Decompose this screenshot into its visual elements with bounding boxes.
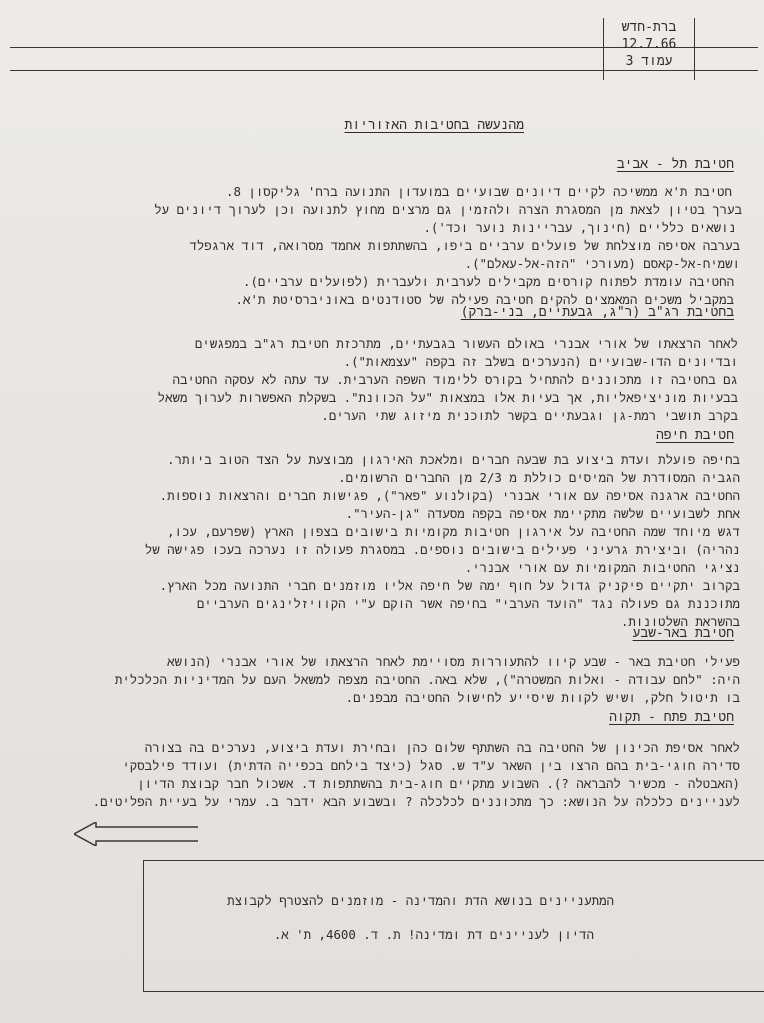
- publication-name: ברת-חדש: [621, 20, 677, 35]
- body-line: במקביל משכים המאמצים להקים חטיבה פעילה של סטודנטים באוניברסיטת ת'א.: [235, 292, 734, 307]
- body-line: היה: "לחם עבודה - ואלות המשטרה"), שלא באה. החטיבה מצפה למשאל העם על המדיניות הכלכלית: [114, 672, 740, 687]
- body-line: לאחר הרצאתו של אורי אבנרי באולם העשור בגבעתיים, מתרכזת חטיבת רג"ב במפגשים: [194, 336, 738, 351]
- notice-line-2: הדיון לעניינים דת ומדינה! ת. ד. 4600, ת' א.: [273, 927, 594, 942]
- body-line: הגביה המסודרת של המיסים כוללת מ 2/3 מן החברים הרשומים.: [338, 470, 740, 485]
- body-line: בהשראת השלטונות.: [620, 614, 740, 629]
- body-line: נהריה) וביצירת גרעיני פעילים בישובים נוספים. במסגרת פעולה זו נערכה בעכו פגישה של: [144, 542, 740, 557]
- body-line: החטיבה ארגנה אסיפה עם אורי אבנרי (בקולנוע "פאר"), פגישות חברים והרצאות נוספות.: [159, 488, 740, 503]
- body-line: ושמיח-אל-קאסם (מעורכי "הזה-אל-עאלם").: [464, 256, 740, 271]
- body-line: החטיבה עומדת לפתוח קורסים מקבילים לערבית ולעברית (לפועלים ערביים).: [242, 274, 734, 289]
- page-title: מהנעשה בחטיבות האזוריות: [344, 118, 524, 133]
- body-line: דגש מיוחד שמה החטיבה על אירגון חטיבות מקומיות בישובים בצפון הארץ (שפרעם, עכו,: [167, 524, 740, 539]
- body-line: לעניינים כלכלה על הנושא: כך מתכוננים לכלכלה ? ובשבוע הבא ידבר ב. עמרי על בעיית הפליטים.: [92, 794, 740, 809]
- body-line: אחת לשבועיים שלשה מתקיימת אסיפה בקפה מסעדה "גן-העיר".: [345, 506, 740, 521]
- section-heading-haifa: חטיבת חיפה: [655, 428, 734, 443]
- section-heading-beer-sheva: חטיבת באר-שבע: [632, 626, 734, 641]
- body-line: בבעיות מוניציפאליות, אך בעיות אלו במצאות "על הכוונת". בשקלת האפשרות לערוך משאל: [157, 390, 738, 405]
- page-number: עמוד 3: [625, 54, 673, 69]
- body-line: גם בחטיבה זו מתכוננים להתחיל בקורס ללימוד השפה הערבית. עד עתה לא עסקה החטיבה: [172, 372, 738, 387]
- notice-line-1: המתעניינים בנושא הדת והמדינה - מוזמנים להצטרף לקבוצת: [227, 893, 614, 908]
- issue-date: 12.7.66: [621, 37, 677, 52]
- body-line: בקרב תושבי רמת-גן וגבעתיים בקשר לתוכנית מיזוג שתי הערים.: [321, 408, 738, 423]
- body-line: חטיבת ת'א ממשיכה לקיים דיונים שבועיים במועדון התנועה ברח' גליקסון 8.: [226, 184, 732, 199]
- body-line: מתוכננת גם פעולה נגד "הועד הערבי" בחיפה אשר הוקם ע"י הקוויזלינגים הערביים: [196, 596, 740, 611]
- body-line: בערך בטיון לצאת מן המסגרת הצרה ולהזמין גם מרצים מחוץ לתנועה וכן לערוך דיונים על: [154, 202, 742, 217]
- body-line: לאחר אסיפת הכינון של החטיבה בה השתתף שלום כהן ובחירת ועדת ביצוע, נערכים בה בצורה: [144, 740, 740, 755]
- body-line: בערבה אסיפה מוצלחת של פועלים ערביים ביפו, בהשתתפות אחמד מסרואה, דוד ארגפלד: [189, 238, 740, 253]
- body-line: בחיפה פועלת ועדת ביצוע בת שבעה חברים ומלאכת האירגון מבוצעת על הצד הטוב ביותר.: [167, 452, 740, 467]
- body-line: (האבטלה - מכשיר להבראה ?). השבוע מתקיים חוג-בית בהשתתפות ד. אשכול חבר קבוצת הדיון: [137, 776, 740, 791]
- body-line: נושאים כלליים (חינוך, עבריינות נוער וכד').: [423, 220, 736, 235]
- section-heading-ramat-gan: בחטיבת רג"ב (ר"ג, גבעתיים, בני-ברק): [460, 305, 734, 320]
- body-line: בו תיטול חלק, ושיש לקוות שיסייע לחישול החטיבה מבפנים.: [345, 690, 740, 705]
- section-heading-tel-aviv: חטיבת תל - אביב: [616, 157, 734, 172]
- section-heading-petah-tikva: חטיבת פתח - תקוה: [609, 710, 734, 725]
- body-line: סדירה חוגי-בית בהם הרצו בין השאר ע"ד ש. סגל (כיצד בילחם בכפייה הדתית) ועודד פילבסקי: [122, 758, 740, 773]
- body-line: ובדיונים הדו-שבועיים (הנערכים בשלב זה בקפה "עצמאות").: [343, 354, 738, 369]
- header-box: [603, 18, 695, 80]
- body-line: נציגי החטיבות המקומיות עם אורי אבנרי.: [464, 560, 740, 575]
- body-line: פעילי חטיבת באר - שבע קיוו להתעוררות מסויימת לאחר הרצאתו של אורי אבנרי (הנושא: [167, 654, 740, 669]
- body-line: בקרוב יתקיים פיקניק גדול על חוף ימה של חיפה אליו מוזמנים חברי התנועה מכל הארץ.: [159, 578, 740, 593]
- left-arrow-icon: [74, 822, 198, 846]
- notice-box: [143, 860, 764, 992]
